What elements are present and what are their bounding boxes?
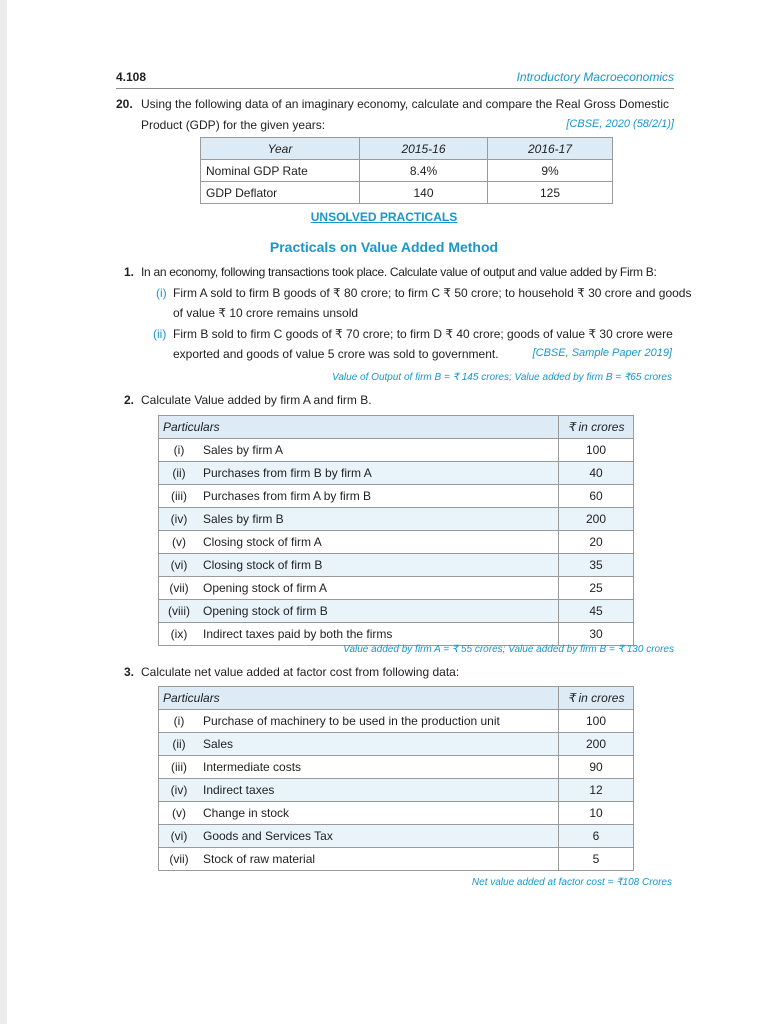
row-value: 20 xyxy=(559,531,634,554)
row-label: Goods and Services Tax xyxy=(199,825,559,848)
practical-1-sub-i-line2: of value ₹ 10 crore remains unsold xyxy=(173,306,359,320)
table-row xyxy=(159,531,634,554)
row-value: 35 xyxy=(559,554,634,577)
table-header-row xyxy=(159,687,634,710)
table-row xyxy=(159,848,634,871)
row-number: (iii) xyxy=(159,756,200,779)
practical-1-reference: [CBSE, Sample Paper 2019] xyxy=(532,347,672,359)
table-row xyxy=(159,710,634,733)
row-number: (ii) xyxy=(159,462,200,485)
table-header-cell: 2015-16 xyxy=(360,138,488,160)
question-20-number: 20. xyxy=(116,97,133,111)
row-label: Closing stock of firm A xyxy=(199,531,559,554)
table-row xyxy=(201,182,613,204)
row-label: Indirect taxes paid by both the firms xyxy=(199,623,559,646)
row-label: Stock of raw material xyxy=(199,848,559,871)
table-row xyxy=(159,733,634,756)
gdp-data-table xyxy=(200,137,613,204)
practical-1-sub-ii-label: (ii) xyxy=(153,327,167,341)
practical-2-answer: Value added by firm A = ₹ 55 crores; Value added by firm B = ₹ 130 crores xyxy=(343,644,674,655)
table-row xyxy=(159,577,634,600)
table-header-cell: 2016-17 xyxy=(488,138,613,160)
row-number: (vii) xyxy=(159,577,200,600)
unsolved-practicals-heading: UNSOLVED PRACTICALS xyxy=(310,210,458,224)
row-value: 10 xyxy=(559,802,634,825)
value-added-method-heading: Practicals on Value Added Method xyxy=(269,239,499,255)
row-label: Purchases from firm A by firm B xyxy=(199,485,559,508)
row-value: 25 xyxy=(559,577,634,600)
practical-1-text: In an economy, following transactions took place. Calculate value of output and value added by Firm B: xyxy=(141,265,657,279)
table-cell: 125 xyxy=(488,182,613,204)
practical-1-sub-ii-line2: exported and goods of value 5 crore was sold to government. xyxy=(173,347,499,361)
table-row xyxy=(159,554,634,577)
practical-1-sub-i-line1: Firm A sold to firm B goods of ₹ 80 crore; to firm C ₹ 50 crore; to household ₹ 30 crore and goods xyxy=(173,286,692,300)
particulars-header: Particulars xyxy=(159,687,559,710)
book-title: Introductory Macroeconomics xyxy=(516,70,674,84)
row-number: (i) xyxy=(159,439,200,462)
table-cell: 8.4% xyxy=(360,160,488,182)
row-value: 45 xyxy=(559,600,634,623)
row-number: (vi) xyxy=(159,825,200,848)
page-number: 4.108 xyxy=(116,70,147,84)
practical-3-answer: Net value added at factor cost = ₹108 Crores xyxy=(471,877,672,888)
row-value: 200 xyxy=(559,733,634,756)
table-header-row xyxy=(201,138,613,160)
row-value: 12 xyxy=(559,779,634,802)
header-divider xyxy=(116,88,674,89)
table-cell: 9% xyxy=(488,160,613,182)
table-row xyxy=(159,802,634,825)
practical-1-sub-ii-line1: Firm B sold to firm C goods of ₹ 70 crore; to firm D ₹ 40 crore; goods of value ₹ 30 crore were xyxy=(173,327,673,341)
row-label: Opening stock of firm B xyxy=(199,600,559,623)
row-value: 40 xyxy=(559,462,634,485)
row-number: (v) xyxy=(159,802,200,825)
row-label: Sales xyxy=(199,733,559,756)
table-row xyxy=(159,756,634,779)
row-value: 200 xyxy=(559,508,634,531)
row-number: (vi) xyxy=(159,554,200,577)
row-number: (v) xyxy=(159,531,200,554)
row-value: 6 xyxy=(559,825,634,848)
table-cell: 140 xyxy=(360,182,488,204)
practical-3-text: Calculate net value added at factor cost from following data: xyxy=(141,665,460,679)
table-row xyxy=(159,439,634,462)
row-label: Sales by firm B xyxy=(199,508,559,531)
row-label: Purchases from firm B by firm A xyxy=(199,462,559,485)
table-cell: Nominal GDP Rate xyxy=(201,160,360,182)
row-value: 60 xyxy=(559,485,634,508)
table-header-row xyxy=(159,416,634,439)
table-row xyxy=(159,779,634,802)
row-number: (iv) xyxy=(159,779,200,802)
row-value: 100 xyxy=(559,439,634,462)
row-label: Opening stock of firm A xyxy=(199,577,559,600)
practical-1-number: 1. xyxy=(124,265,135,279)
row-value: 5 xyxy=(559,848,634,871)
row-number: (iv) xyxy=(159,508,200,531)
page-header xyxy=(116,70,674,86)
row-number: (viii) xyxy=(159,600,200,623)
row-label: Purchase of machinery to be used in the production unit xyxy=(199,710,559,733)
row-label: Intermediate costs xyxy=(199,756,559,779)
table-row xyxy=(159,623,634,646)
table-row xyxy=(159,600,634,623)
question-20-text-line1: Using the following data of an imaginary economy, calculate and compare the Real Gross Domestic xyxy=(141,97,670,111)
table-row xyxy=(201,160,613,182)
row-number: (i) xyxy=(159,710,200,733)
page-edge-shadow xyxy=(0,0,7,1024)
table-row xyxy=(159,825,634,848)
row-number: (vii) xyxy=(159,848,200,871)
practical-2-number: 2. xyxy=(124,393,135,407)
row-number: (ii) xyxy=(159,733,200,756)
table-row xyxy=(159,462,634,485)
amount-header: ₹ in crores xyxy=(559,416,634,439)
net-value-added-table xyxy=(158,686,634,871)
row-label: Closing stock of firm B xyxy=(199,554,559,577)
practical-2-text: Calculate Value added by firm A and firm B. xyxy=(141,393,372,407)
row-number: (iii) xyxy=(159,485,200,508)
question-20-text-line2: Product (GDP) for the given years: xyxy=(141,118,326,132)
row-label: Indirect taxes xyxy=(199,779,559,802)
question-20-reference: [CBSE, 2020 (58/2/1)] xyxy=(566,118,674,130)
practical-3-number: 3. xyxy=(124,665,135,679)
row-number: (ix) xyxy=(159,623,200,646)
firm-value-added-table xyxy=(158,415,634,646)
amount-header: ₹ in crores xyxy=(559,687,634,710)
particulars-header: Particulars xyxy=(159,416,559,439)
row-label: Sales by firm A xyxy=(199,439,559,462)
table-row xyxy=(159,508,634,531)
row-value: 90 xyxy=(559,756,634,779)
row-value: 30 xyxy=(559,623,634,646)
row-label: Change in stock xyxy=(199,802,559,825)
table-cell: GDP Deflator xyxy=(201,182,360,204)
table-row xyxy=(159,485,634,508)
practical-1-sub-i-label: (i) xyxy=(156,286,167,300)
table-header-cell: Year xyxy=(201,138,360,160)
row-value: 100 xyxy=(559,710,634,733)
practical-1-answer: Value of Output of firm B = ₹ 145 crores; Value added by firm B = ₹65 crores xyxy=(332,372,672,383)
